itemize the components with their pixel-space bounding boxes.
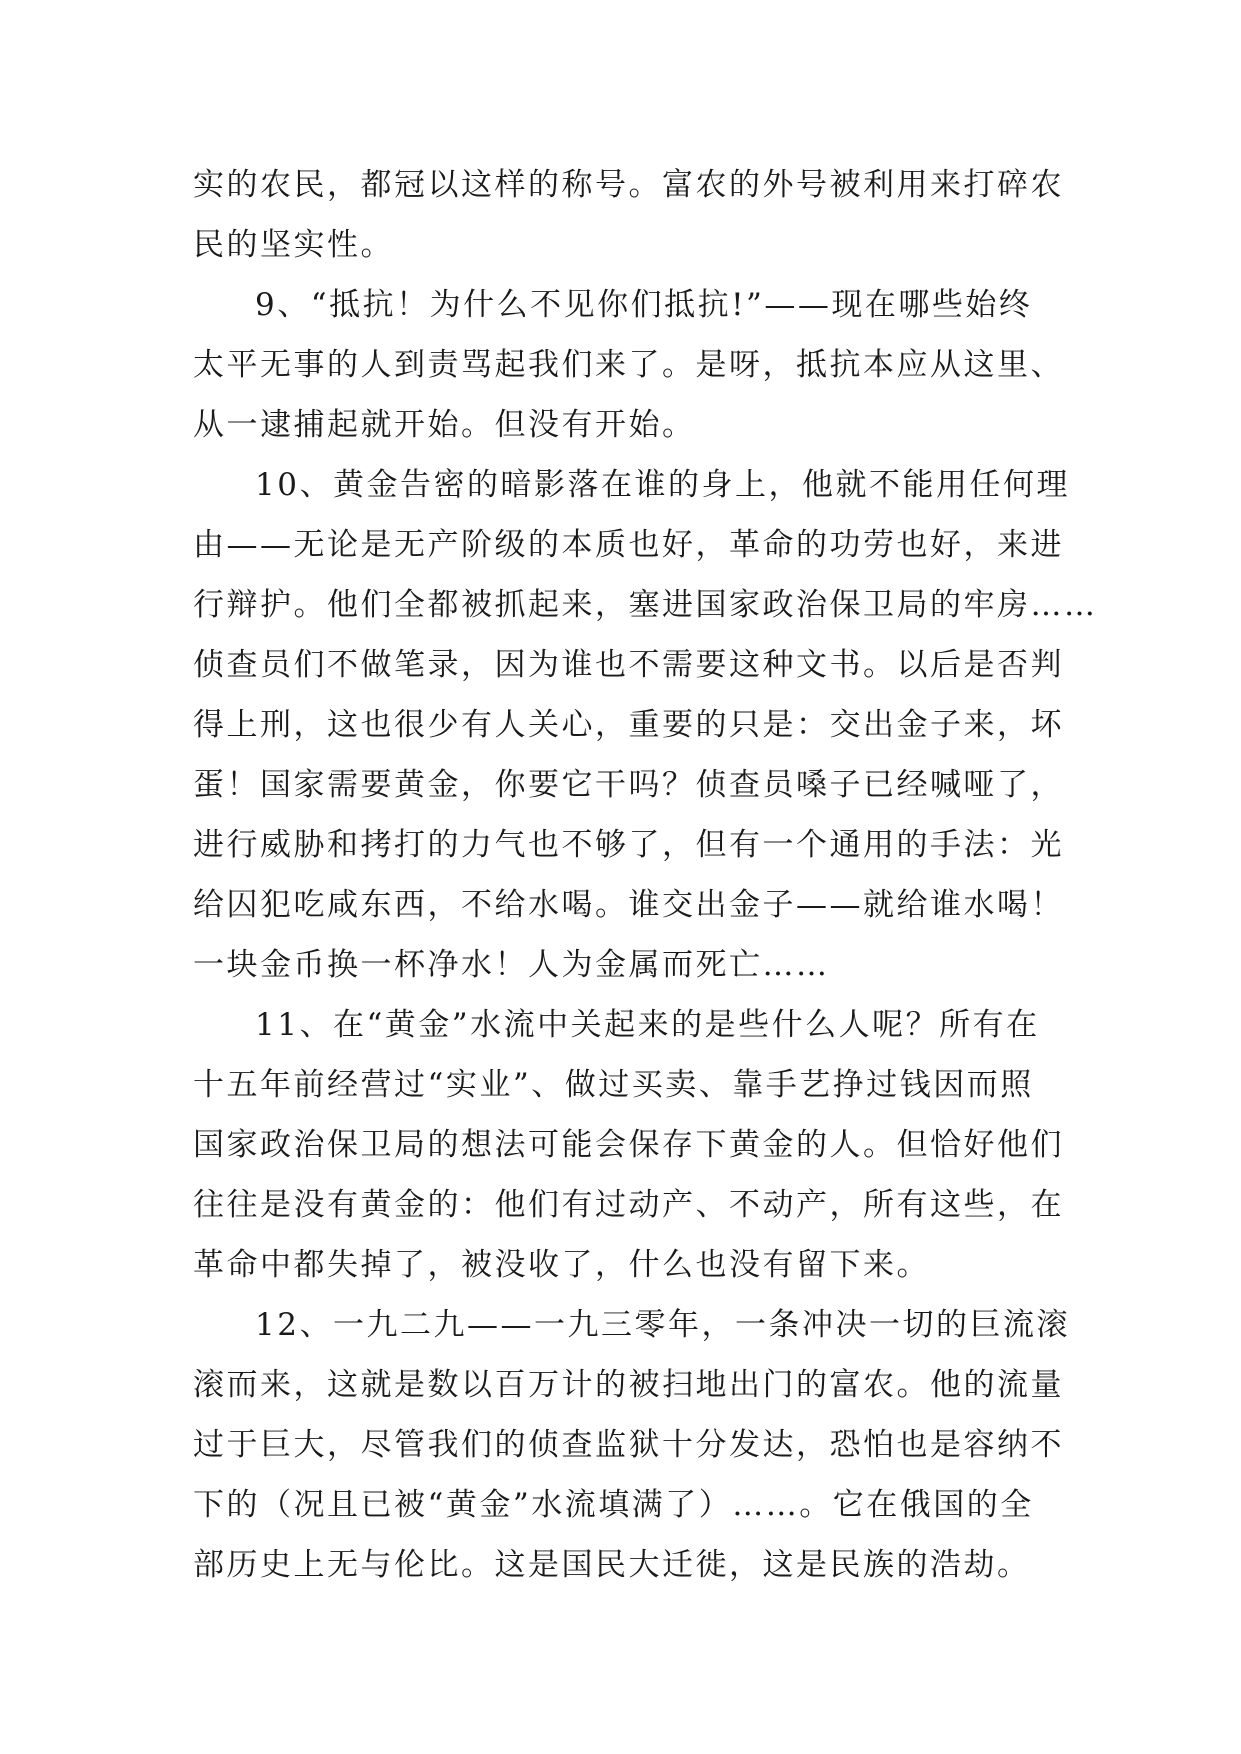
text-line: 往往是没有黄金的：他们有过动产、不动产，所有这些，在 [193,1187,1064,1223]
text-line: 革命中都失掉了，被没收了，什么也没有留下来。 [193,1247,930,1283]
text-line: 民的坚实性。 [193,227,394,263]
text-line: 得上刑，这也很少有人关心，重要的只是：交出金子来，坏 [193,707,1064,743]
text-line: 由——无论是无产阶级的本质也好，革命的功劳也好，来进 [193,527,1064,563]
text-line: 行辩护。他们全都被抓起来，塞进国家政治保卫局的牢房…… [193,587,1098,623]
text-line: 侦查员们不做笔录，因为谁也不需要这种文书。以后是否判 [193,647,1064,683]
paragraph-11-start: 11、在“黄金”水流中关起来的是些什么人呢？所有在 [255,1007,1040,1043]
text-line: 进行威胁和拷打的力气也不够了，但有一个通用的手法：光 [193,827,1064,863]
text-line: 给囚犯吃咸东西，不给水喝。谁交出金子——就给谁水喝！ [193,887,1064,923]
text-line: 滚而来，这就是数以百万计的被扫地出门的富农。他的流量 [193,1367,1064,1403]
text-line: 从一逮捕起就开始。但没有开始。 [193,407,696,443]
text-line: 国家政治保卫局的想法可能会保存下黄金的人。但恰好他们 [193,1127,1064,1163]
paragraph-12-start: 12、一九二九——一九三零年，一条冲决一切的巨流滚 [255,1307,1070,1343]
document-body [193,155,1098,1595]
text-line: 过于巨大，尽管我们的侦查监狱十分发达，恐怕也是容纳不 [193,1427,1064,1463]
text-line: 部历史上无与伦比。这是国民大迁徙，这是民族的浩劫。 [193,1547,1031,1583]
text-line: 下的（况且已被“黄金”水流填满了）……。它在俄国的全 [193,1487,1034,1523]
text-line: 一块金币换一杯净水！人为金属而死亡…… [193,947,830,983]
paragraph-9-start: 9、“抵抗！为什么不见你们抵抗!”——现在哪些始终 [255,287,1033,323]
text-line: 太平无事的人到责骂起我们来了。是呀，抵抗本应从这里、 [193,347,1064,383]
text-line: 实的农民，都冠以这样的称号。富农的外号被利用来打碎农 [193,167,1064,203]
text-line: 十五年前经营过“实业”、做过买卖、靠手艺挣过钱因而照 [193,1067,1034,1103]
text-line: 蛋！国家需要黄金，你要它干吗？侦查员嗓子已经喊哑了， [193,767,1064,803]
paragraph-10-start: 10、黄金告密的暗影落在谁的身上，他就不能用任何理 [255,467,1070,503]
